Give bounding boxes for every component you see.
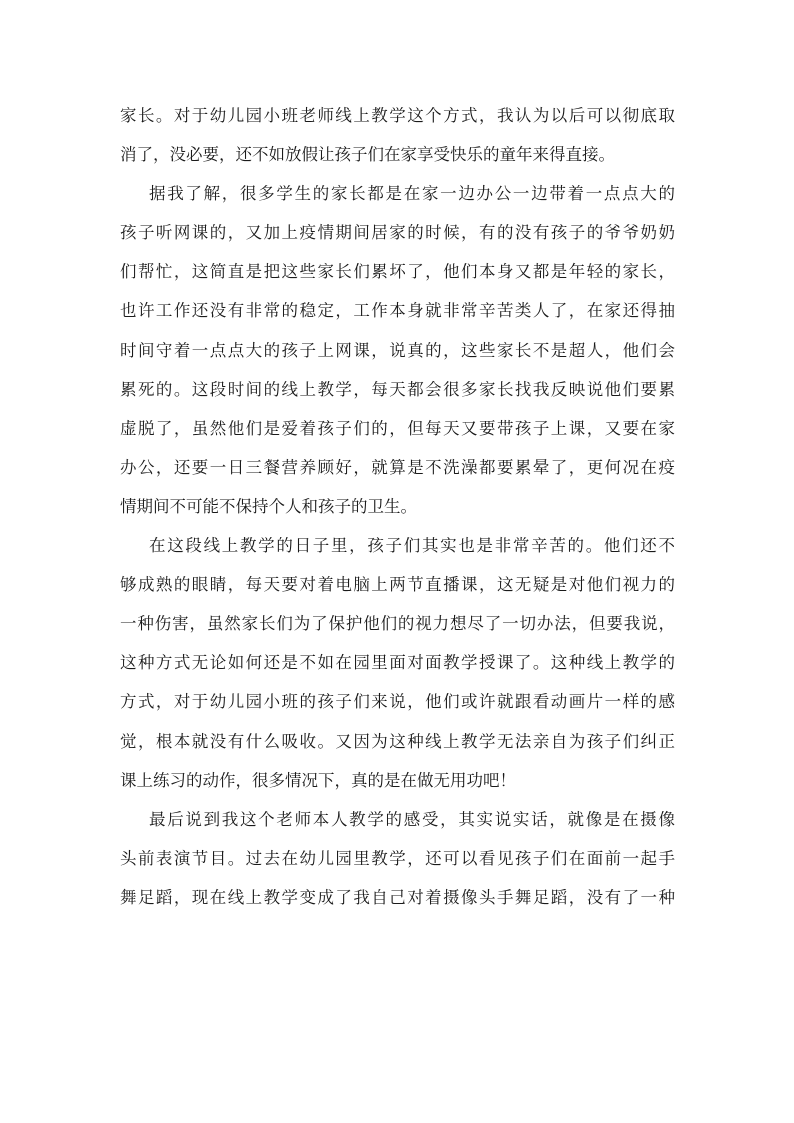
text-line: 虚脱了，虽然他们是爱着孩子们的，但每天又要带孩子上课，又要在家	[120, 418, 675, 438]
text-line: 在这段线上教学的日子里，孩子们其实也是非常辛苦的。他们还不	[149, 536, 675, 556]
text-line: 头前表演节目。过去在幼儿园里教学，还可以看见孩子们在面前一起手	[120, 848, 675, 868]
text-line: 情期间不可能不保持个人和孩子的卫生。	[120, 496, 417, 516]
text-line: 够成熟的眼睛，每天要对着电脑上两节直播课，这无疑是对他们视力的	[120, 575, 675, 595]
text-line: 方式，对于幼儿园小班的孩子们来说，他们或许就跟看动画片一样的感	[120, 692, 675, 712]
text-line: 最后说到我这个老师本人教学的感受，其实说实话，就像是在摄像	[149, 809, 675, 829]
text-line: 据我了解，很多学生的家长都是在家一边办公一边带着一点点大的	[149, 184, 675, 204]
text-line: 累死的。这段时间的线上教学，每天都会很多家长找我反映说他们要累	[120, 379, 675, 399]
text-line: 办公，还要一日三餐营养顾好，就算是不洗澡都要累晕了，更何况在疫	[120, 457, 675, 477]
text-line: 家长。对于幼儿园小班老师线上教学这个方式，我认为以后可以彻底取	[120, 106, 675, 125]
text-line: 们帮忙，这简直是把这些家长们累坏了，他们本身又都是年轻的家长，	[120, 262, 675, 282]
text-line: 觉，根本就没有什么吸收。又因为这种线上教学无法亲自为孩子们纠正	[120, 731, 675, 751]
text-line: 时间守着一点点大的孩子上网课，说真的，这些家长不是超人，他们会	[120, 340, 675, 360]
text-line: 一种伤害，虽然家长们为了保护他们的视力想尽了一切办法，但要我说，	[120, 614, 675, 634]
text-line: 课上练习的动作，很多情况下，真的是在做无用功吧！	[120, 770, 516, 790]
text-line: 这种方式无论如何还是不如在园里面对面教学授课了。这种线上教学的	[120, 653, 675, 673]
text-line: 也许工作还没有非常的稳定，工作本身就非常辛苦类人了，在家还得抽	[120, 301, 675, 321]
text-line: 舞足蹈，现在线上教学变成了我自己对着摄像头手舞足蹈，没有了一种	[120, 887, 675, 907]
body-text	[120, 96, 675, 917]
text-line: 消了，没必要，还不如放假让孩子们在家享受快乐的童年来得直接。	[120, 145, 615, 165]
text-line: 孩子听网课的，又加上疫情期间居家的时候，有的没有孩子的爷爷奶奶	[120, 223, 675, 243]
